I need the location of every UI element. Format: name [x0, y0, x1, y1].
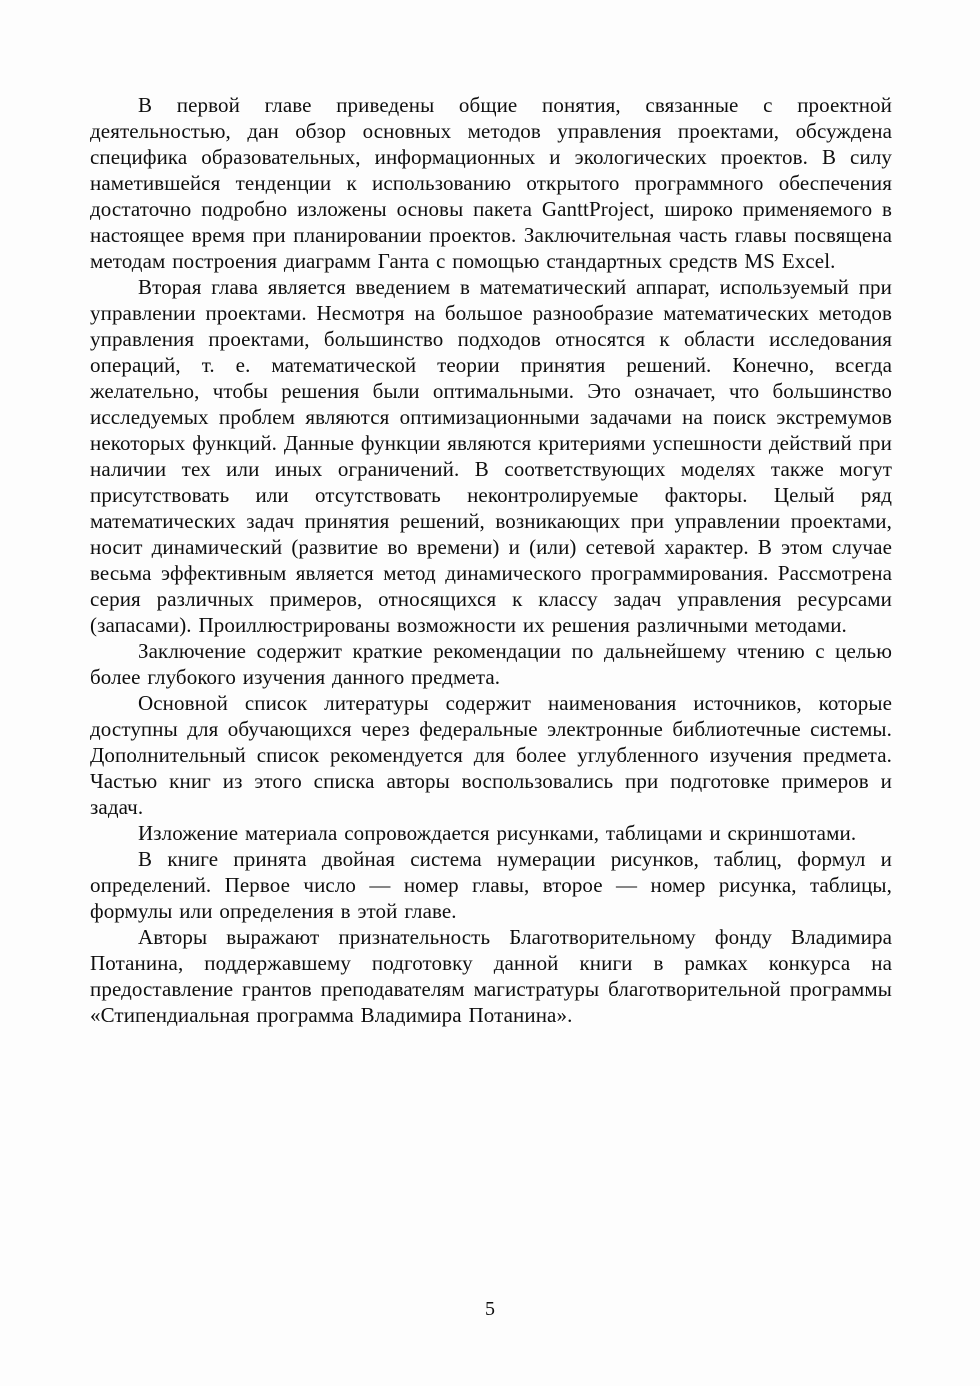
body-text	[90, 92, 892, 1028]
paragraph-conclusion-note: Заключение содержит краткие рекомендации по дальнейшему чтению с целью более глубокого изучения данного предмета.	[90, 639, 892, 689]
paragraph-bibliography-note: Основной список литературы содержит наименования источников, которые доступны для обучающихся через федеральные электронные библиотечные системы. Дополнительный список рекомендуется для более углубленного изучения предмета. Частью книг из этого списка авторы воспользовались при подготовке примеров и задач.	[90, 691, 892, 819]
page-number: 5	[485, 1298, 495, 1320]
paragraph-numbering-note: В книге принята двойная система нумерации рисунков, таблиц, формул и определений. Первое число — номер главы, второе — номер рисунка, таблицы, формулы или определения в этой главе.	[90, 847, 892, 923]
paragraph-intro-chapter-1: В первой главе приведены общие понятия, связанные с проектной деятельностью, дан обзор основных методов управления проектами, обсуждена специфика образовательных, информационных и экологических проектов. В силу наметившейся тенденции к использованию открытого программного обеспечения достаточно подробно изложены основы пакета GanttProject, широко применяемого в настоящее время при планировании проектов. Заключительная часть главы посвящена методам построения диаграмм Ганта с помощью стандартных средств MS Excel.	[90, 93, 892, 273]
paragraph-illustrations-note: Изложение материала сопровождается рисунками, таблицами и скриншотами.	[138, 821, 857, 845]
paragraph-chapter-2: Вторая глава является введением в математический аппарат, используемый при управлении проектами. Несмотря на большое разнообразие математических методов управления проектами, большинство подходов относятся к области исследования операций, т. е. математической теории принятия решений. Конечно, всегда желательно, чтобы решения были оптимальными. Это означает, что большинство исследуемых проблем являются оптимизационными задачами на поиск экстремумов некоторых функций. Данные функции являются критериями успешности действий при наличии тех или иных ограничений. В соответствующих моделях также могут присутствовать или отсутствовать неконтролируемые факторы. Целый ряд математических задач принятия решений, возникающих при управлении проектами, носит динамический (развитие во времени) и (или) сетевой характер. В этом случае весьма эффективным является метод динамического программирования. Рассмотрена серия различных примеров, относящихся к классу задач управления ресурсами (запасами). Проиллюстрированы возможности их решения различными методами.	[90, 275, 892, 637]
paragraph-acknowledgement: Авторы выражают признательность Благотворительному фонду Владимира Потанина, поддержавшему подготовку данной книги в рамках конкурса на предоставление грантов преподавателям магистратуры благотворительной программы «Стипендиальная программа Владимира Потанина».	[90, 925, 892, 1027]
page-footer	[0, 1296, 980, 1322]
